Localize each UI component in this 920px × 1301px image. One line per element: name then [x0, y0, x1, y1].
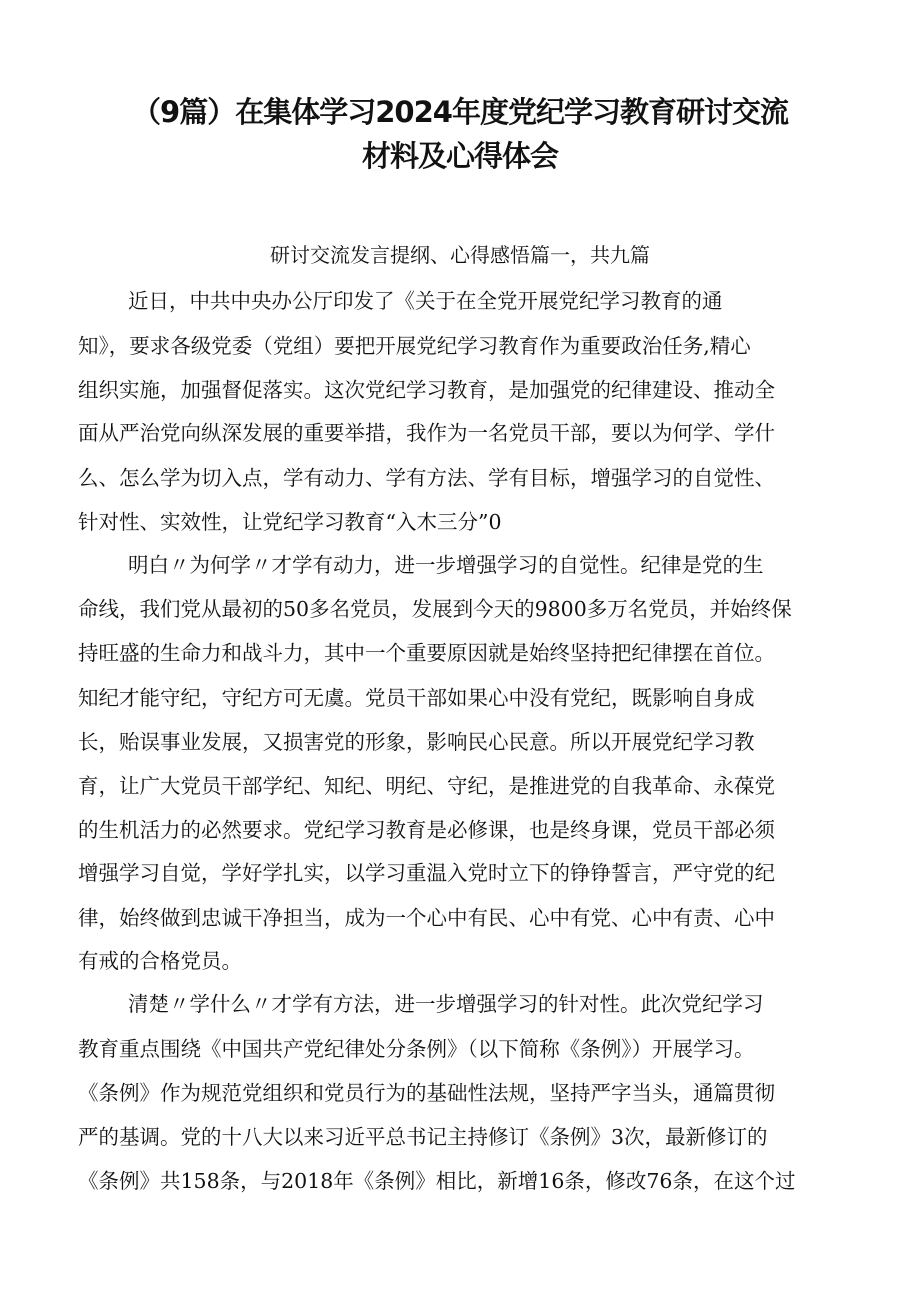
- text-line: 教育重点围绕《中国共产党纪律处分条例》（以下简称《条例》）开展学习。: [78, 1037, 755, 1061]
- text-line: 育，让广大党员干部学纪、知纪、明纪、守纪，是推进党的自我革命、永葆党: [78, 774, 775, 798]
- text-line: 清楚〃学什么〃才学有方法，进一步增强学习的针对性。此次党纪学习: [128, 992, 764, 1016]
- text-line: 持旺盛的生命力和战斗力，其中一个重要原因就是始终坚持把纪律摆在首位。: [78, 641, 775, 665]
- text-line: 么、怎么学为切入点，学有动力、学有方法、学有目标，增强学习的自觉性、: [78, 466, 775, 490]
- text-line: 增强学习自觉，学好学扎实，以学习重温入党时立下的铮铮誓言，严守党的纪: [78, 861, 775, 885]
- text-line: 的生机活力的必然要求。党纪学习教育是必修课，也是终身课，党员干部必须: [78, 818, 775, 842]
- text-line: 《条例》作为规范党组织和党员行为的基础性法规，坚持严字当头，通篇贯彻: [78, 1081, 775, 1105]
- text-line: 明白〃为何学〃才学有动力，进一步增强学习的自觉性。纪律是党的生: [128, 553, 764, 577]
- text-line: 面从严治党向纵深发展的重要举措，我作为一名党员干部，要以为何学、学什: [78, 421, 775, 445]
- text-line: 组织实施，加强督促落实。这次党纪学习教育，是加强党的纪律建设、推动全: [78, 378, 775, 402]
- text-line: 律，始终做到忠诚干净担当，成为一个心中有民、心中有党、心中有责、心中: [78, 906, 775, 930]
- text-line: 有戒的合格党员。: [78, 949, 242, 973]
- text-line: 知纪才能守纪，守纪方可无虞。党员干部如果心中没有党纪，既影响自身成: [78, 686, 755, 710]
- text-line: 严的基调。党的十八大以来习近平总书记主持修订《条例》3次，最新修订的: [78, 1125, 768, 1149]
- text-line: 长，贻误事业发展，又损害党的形象，影响民心民意。所以开展党纪学习教: [78, 730, 755, 754]
- document-subtitle: 研讨交流发言提纲、心得感悟篇一，共九篇: [270, 243, 650, 267]
- text-line: 命线，我们党从最初的50多名党员，发展到今天的9800多万名党员，并始终保: [78, 597, 792, 621]
- text-line: 近日，中共中央办公厅印发了《关于在全党开展党纪学习教育的通: [128, 289, 723, 313]
- text-line: 《条例》共158条，与2018年《条例》相比，新增16条，修改76条，在这个过: [78, 1169, 796, 1193]
- document-title-line-1: （9篇）在集体学习2024年度党纪学习教育研讨交流: [132, 95, 788, 129]
- text-line: 知》，要求各级党委（党组）要把开展党纪学习教育作为重要政治任务,精心: [78, 334, 751, 358]
- text-line: 针对性、实效性，让党纪学习教育“入木三分”0: [78, 510, 502, 534]
- document-title-line-2: 材料及心得体会: [361, 139, 558, 173]
